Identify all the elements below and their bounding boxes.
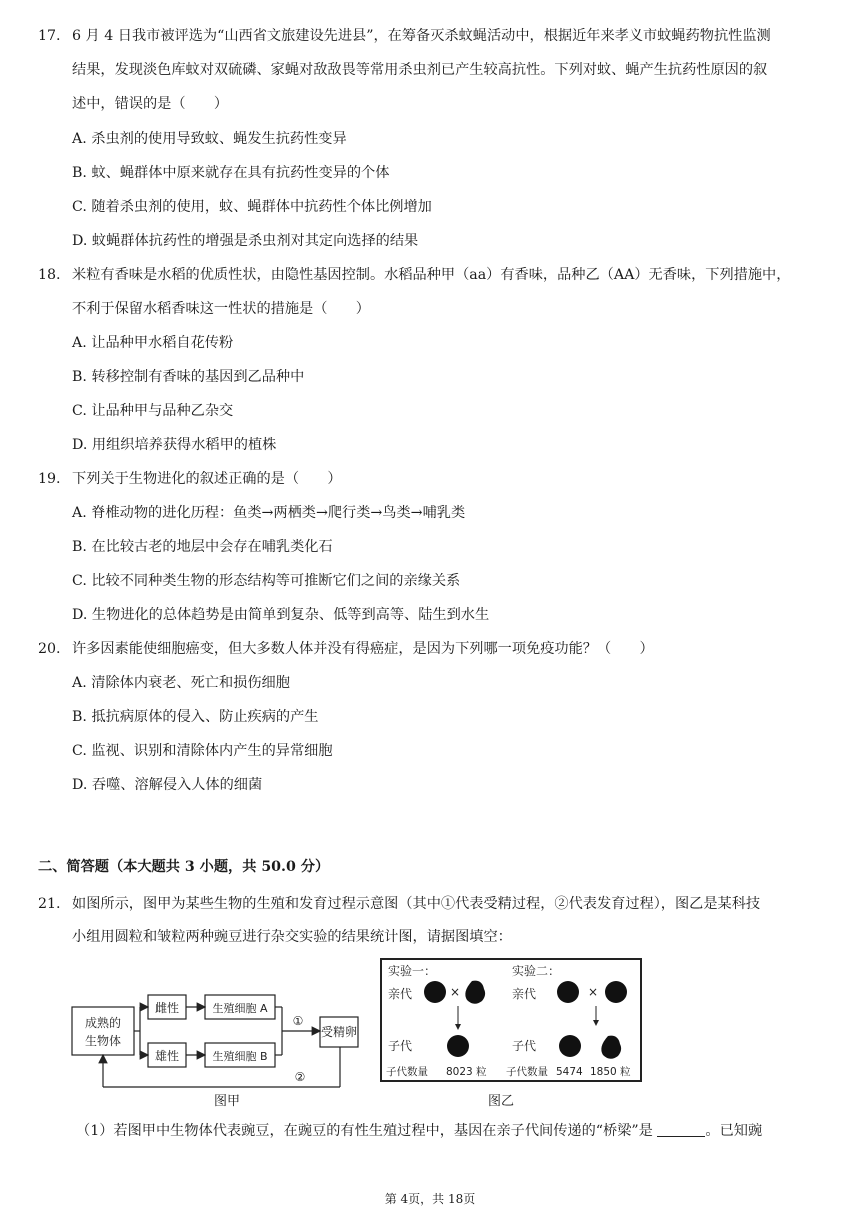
round-pea-icon bbox=[424, 981, 446, 1003]
round-pea-icon bbox=[605, 981, 627, 1003]
answer-blank[interactable] bbox=[657, 1122, 705, 1137]
question-text-line: 6 月 4 日我市被评选为“山西省文旅建设先进县”，在筹备灭杀蚊蝇活动中，根据近年来孝义市蚊蝇药物抗性监测 bbox=[72, 28, 771, 44]
organism-label-1: 成熟的 bbox=[84, 1016, 122, 1030]
figure-yi-diagram bbox=[380, 958, 642, 1082]
option-c: C. 监视、识别和清除体内产生的异常细胞 bbox=[72, 743, 333, 759]
count-label-1: 子代数量 bbox=[386, 1066, 428, 1078]
question-text-line: 结果，发现淡色库蚊对双硫磷、家蝇对敌敌畏等常用杀虫剂已产生较高抗性。下列对蚊、蝇产生抗药性原因的叙 bbox=[72, 62, 768, 78]
step-1-label: ① bbox=[292, 1014, 304, 1028]
question-number: 21. bbox=[38, 896, 61, 912]
question-number: 17. bbox=[38, 28, 61, 44]
option-a: A. 让品种甲水稻自花传粉 bbox=[72, 335, 234, 351]
step-2-label: ② bbox=[294, 1070, 306, 1084]
option-c: C. 比较不同种类生物的形态结构等可推断它们之间的亲缘关系 bbox=[72, 573, 461, 589]
count-label-2: 子代数量 bbox=[506, 1066, 548, 1078]
sub-question-1 bbox=[76, 1122, 762, 1140]
female-label: 雌性 bbox=[154, 1001, 180, 1015]
option-a: A. 脊椎动物的进化历程：鱼类→两栖类→爬行类→鸟类→哺乳类 bbox=[72, 505, 466, 521]
wrinkled-pea-icon bbox=[465, 981, 485, 1004]
offspring-label-2: 子代 bbox=[512, 1039, 537, 1053]
question-text-line: 述中，错误的是（ ） bbox=[72, 96, 229, 112]
option-c: C. 让品种甲与品种乙杂交 bbox=[72, 403, 234, 419]
question-number: 20. bbox=[38, 641, 61, 657]
sub-question-1-text: （1）若图甲中生物体代表豌豆，在豌豆的有性生殖过程中，基因在亲子代间传递的“桥梁”是 bbox=[76, 1123, 653, 1139]
option-c: C. 随着杀虫剂的使用，蚊、蝇群体中抗药性个体比例增加 bbox=[72, 199, 432, 215]
exp2-label: 实验二： bbox=[512, 964, 561, 978]
option-d: D. 生物进化的总体趋势是由简单到复杂、低等到高等、陆生到水生 bbox=[72, 607, 490, 623]
question-text-line: 米粒有香味是水稻的优质性状，由隐性基因控制。水稻品种甲（aa）有香味，品种乙（AA）无香味，下列措施中， bbox=[72, 267, 791, 283]
figure-yi-caption: 图乙 bbox=[488, 1094, 515, 1109]
cross-symbol-2: × bbox=[588, 985, 599, 999]
section-heading: 二、简答题（本大题共 3 小题，共 50.0 分） bbox=[38, 859, 330, 875]
round-pea-offspring-icon bbox=[447, 1035, 469, 1057]
figure-jia-caption: 图甲 bbox=[214, 1094, 241, 1109]
zygote-label: 受精卵 bbox=[320, 1025, 358, 1039]
organism-label-2: 生物体 bbox=[84, 1034, 122, 1048]
cell-b-label: 生殖细胞 B bbox=[212, 1050, 268, 1063]
offspring-label-1: 子代 bbox=[388, 1039, 413, 1053]
page-footer: 第 4页，共 18页 bbox=[384, 1192, 476, 1206]
option-d: D. 蚊蝇群体抗药性的增强是杀虫剂对其定向选择的结果 bbox=[72, 233, 419, 249]
option-a: A. 杀虫剂的使用导致蚊、蝇发生抗药性变异 bbox=[72, 131, 347, 147]
option-b: B. 蚊、蝇群体中原来就存在具有抗药性变异的个体 bbox=[72, 165, 390, 181]
male-label: 雄性 bbox=[154, 1049, 180, 1063]
cell-a-label: 生殖细胞 A bbox=[212, 1002, 268, 1015]
parent-label-2: 亲代 bbox=[512, 987, 537, 1001]
figure-jia-diagram bbox=[70, 985, 360, 1105]
count-2b: 1850 粒 bbox=[590, 1066, 631, 1078]
wrinkled-pea-offspring-icon bbox=[601, 1036, 621, 1059]
question-text-line: 如图所示，图甲为某些生物的生殖和发育过程示意图（其中①代表受精过程，②代表发育过程），图乙是某科技 bbox=[72, 896, 761, 912]
option-d: D. 用组织培养获得水稻甲的植株 bbox=[72, 437, 277, 453]
option-b: B. 转移控制有香味的基因到乙品种中 bbox=[72, 369, 305, 385]
count-1: 8023 粒 bbox=[446, 1066, 487, 1078]
question-text-line: 不利于保留水稻香味这一性状的措施是（ ） bbox=[72, 301, 370, 317]
option-b: B. 抵抗病原体的侵入、防止疾病的产生 bbox=[72, 709, 319, 725]
round-pea-offspring-icon bbox=[559, 1035, 581, 1057]
question-text-line: 小组用圆粒和皱粒两种豌豆进行杂交实验的结果统计图，请据图填空： bbox=[72, 929, 512, 945]
question-text-line: 下列关于生物进化的叙述正确的是（ ） bbox=[72, 471, 342, 487]
question-text-line: 许多因素能使细胞癌变，但大多数人体并没有得癌症，是因为下列哪一项免疫功能？（ ） bbox=[72, 641, 654, 657]
question-number: 19. bbox=[38, 471, 61, 487]
option-b: B. 在比较古老的地层中会存在哺乳类化石 bbox=[72, 539, 333, 555]
sub-question-1-tail: 。已知豌 bbox=[705, 1123, 763, 1139]
question-number: 18. bbox=[38, 267, 61, 283]
exp1-label: 实验一： bbox=[388, 964, 437, 978]
count-2a: 5474 bbox=[556, 1066, 583, 1078]
option-d: D. 吞噬、溶解侵入人体的细菌 bbox=[72, 777, 263, 793]
round-pea-icon bbox=[557, 981, 579, 1003]
cross-symbol-1: × bbox=[450, 985, 461, 999]
option-a: A. 清除体内衰老、死亡和损伤细胞 bbox=[72, 675, 290, 691]
parent-label-1: 亲代 bbox=[388, 987, 413, 1001]
